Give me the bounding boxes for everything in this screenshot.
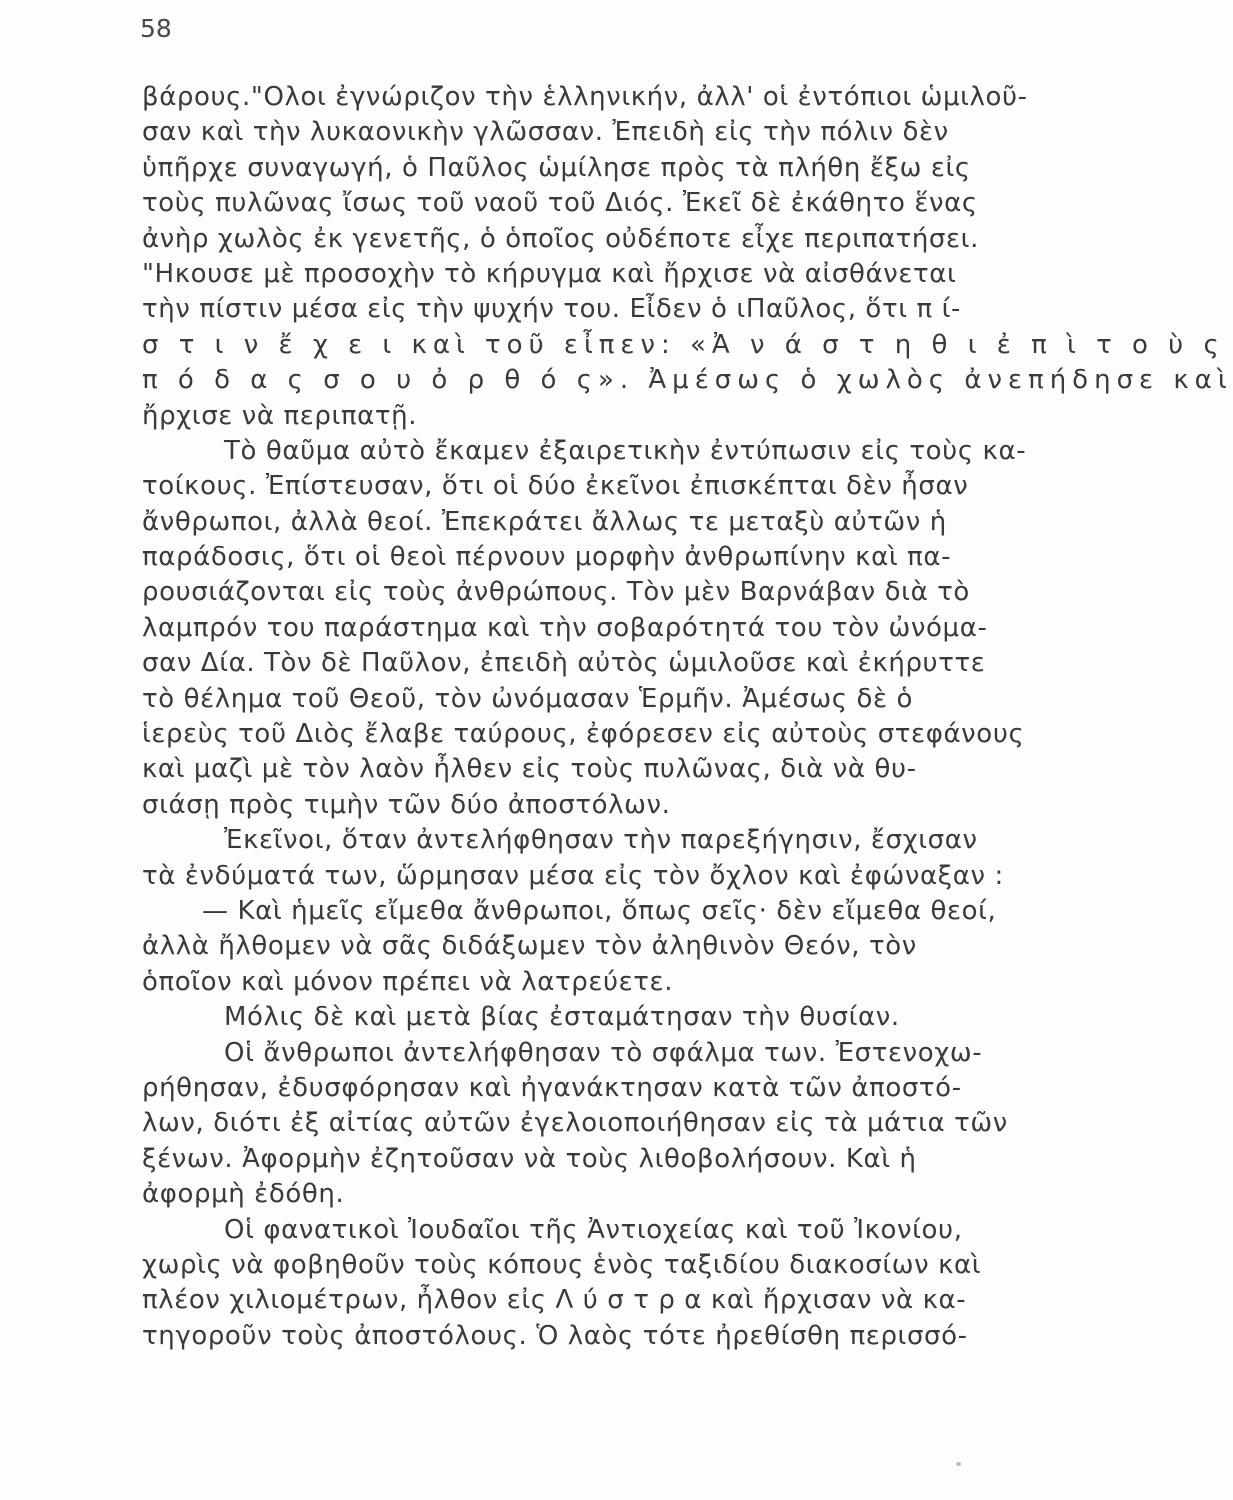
text-line: λαμπρόν του παράστημα καὶ τὴν σοβαρότητά του τὸν ὠνόμα- [142, 612, 988, 643]
text-line: τὸ θέλημα τοῦ Θεοῦ, τὸν ὠνόμασαν Ἑρμῆν. Ἀμέσως δὲ ὁ [142, 683, 914, 714]
text-line: ἤρχισε νὰ περιπατῇ. [142, 400, 418, 431]
text-line: Μόλις δὲ καὶ μετὰ βίας ἐσταμάτησαν τὴν θυσίαν. [224, 1002, 900, 1033]
text-line: τοίκους. Ἐπίστευσαν, ὅτι οἱ δύο ἐκεῖνοι ἐπισκέπται δὲν ἦσαν [142, 471, 969, 502]
text-line: σ τ ι ν ἔ χ ε ι καὶ τοῦ εἶπεν: «Ἀ ν ά σ τ η θ ι ἐ π ὶ τ ο ὺ ς [142, 329, 1225, 360]
text-line: πλέον χιλιομέτρων, ἦλθον εἰς Λ ύ σ τ ρ α καὶ ἤρχισαν νὰ κα- [142, 1285, 967, 1316]
text-line: σαν Δία. Τὸν δὲ Παῦλον, ἐπειδὴ αὐτὸς ὡμιλοῦσε καὶ ἐκήρυττε [142, 648, 986, 679]
print-speck [956, 1462, 961, 1466]
text-line: ρήθησαν, ἐδυσφόρησαν καὶ ἠγανάκτησαν κατὰ τῶν ἀποστό- [142, 1072, 962, 1103]
text-line: σαν καὶ τὴν λυκαονικὴν γλῶσσαν. Ἐπειδὴ εἰς τὴν πόλιν δὲν [142, 117, 949, 148]
text-line: καὶ μαζὶ μὲ τὸν λαὸν ἦλθεν εἰς τοὺς πυλῶνας, διὰ νὰ θυ- [142, 754, 917, 785]
text-line: τοὺς πυλῶνας ἴσως τοῦ ναοῦ τοῦ Διός. Ἐκεῖ δὲ ἐκάθητο ἕνας [142, 188, 978, 219]
text-line: σιάσῃ πρὸς τιμὴν τῶν δύο ἀποστόλων. [142, 789, 671, 820]
text-line: ὑπῆρχε συναγωγή, ὁ Παῦλος ὡμίλησε πρὸς τὰ πλήθη ἔξω εἰς [142, 152, 971, 183]
text-line: ἀφορμὴ ἐδόθη. [142, 1179, 345, 1210]
text-line: ἀνὴρ χωλὸς ἐκ γενετῆς, ὁ ὁποῖος οὐδέποτε εἶχε περιπατήσει. [142, 223, 979, 254]
text-line: Οἱ φανατικοὶ Ἰουδαῖοι τῆς Ἀντιοχείας καὶ τοῦ Ἰκονίου, [224, 1214, 963, 1245]
text-line: Οἱ ἄνθρωποι ἀντελήφθησαν τὸ σφάλμα των. Ἐστενοχω- [224, 1037, 983, 1068]
body-text [142, 80, 1233, 1354]
page-number: 58 [140, 14, 172, 43]
text-line: Ἐκεῖνοι, ὅταν ἀντελήφθησαν τὴν παρεξήγησιν, ἔσχισαν [224, 825, 978, 856]
text-line: "Ηκουσε μὲ προσοχὴν τὸ κήρυγμα καὶ ἤρχισε νὰ αἰσθάνεται [142, 258, 957, 289]
text-line: π ό δ α ς σ ο υ ὀ ρ θ ό ς». Ἀμέσως ὁ χωλὸς ἀνεπήδησε καὶ [142, 365, 1233, 396]
text-line: ὁποῖον καὶ μόνον πρέπει νὰ λατρεύετε. [142, 966, 674, 997]
text-line: τὰ ἐνδύματά των, ὥρμησαν μέσα εἰς τὸν ὄχλον καὶ ἐφώναξαν : [142, 860, 1004, 891]
text-line: ρουσιάζονται εἰς τοὺς ἀνθρώπους. Τὸν μὲν Βαρνάβαν διὰ τὸ [142, 577, 970, 608]
text-line: — Καὶ ἡμεῖς εἴμεθα ἄνθρωποι, ὅπως σεῖς· δὲν εἴμεθα θεοί, [202, 895, 997, 926]
text-line: παράδοσις, ὅτι οἱ θεοὶ πέρνουν μορφὴν ἀνθρωπίνην καὶ πα- [142, 542, 952, 573]
text-line: τηγοροῦν τοὺς ἀποστόλους. Ὁ λαὸς τότε ἠρεθίσθη περισσό- [142, 1320, 968, 1351]
text-line: τὴν πίστιν μέσα εἰς τὴν ψυχήν του. Εἶδεν ὁ ιΠαῦλος, ὅτι π ί- [142, 294, 961, 325]
text-line: ἱερεὺς τοῦ Διὸς ἔλαβε ταύρους, ἐφόρεσεν εἰς αὐτοὺς στεφάνους [142, 719, 1025, 750]
text-line: λων, διότι ἐξ αἰτίας αὐτῶν ἐγελοιοποιήθησαν εἰς τὰ μάτια τῶν [142, 1108, 1008, 1139]
text-line: Τὸ θαῦμα αὐτὸ ἔκαμεν ἐξαιρετικὴν ἐντύπωσιν εἰς τοὺς κα- [224, 435, 1027, 466]
text-line: χωρὶς νὰ φοβηθοῦν τοὺς κόπους ἑνὸς ταξιδίου διακοσίων καὶ [142, 1249, 982, 1280]
text-line: ἀλλὰ ἤλθομεν νὰ σᾶς διδάξωμεν τὸν ἀληθινὸν Θεόν, τὸν [142, 931, 917, 962]
text-line: βάρους."Ολοι ἐγνώριζον τὴν ἑλληνικήν, ἀλλ' οἱ ἐντόπιοι ὡμιλοῦ- [142, 82, 1028, 112]
text-line: ξένων. Ἀφορμὴν ἐζητοῦσαν νὰ τοὺς λιθοβολήσουν. Καὶ ἡ [142, 1143, 917, 1174]
text-line: ἄνθρωποι, ἀλλὰ θεοί. Ἐπεκράτει ἄλλως τε μεταξὺ αὐτῶν ἡ [142, 506, 947, 537]
